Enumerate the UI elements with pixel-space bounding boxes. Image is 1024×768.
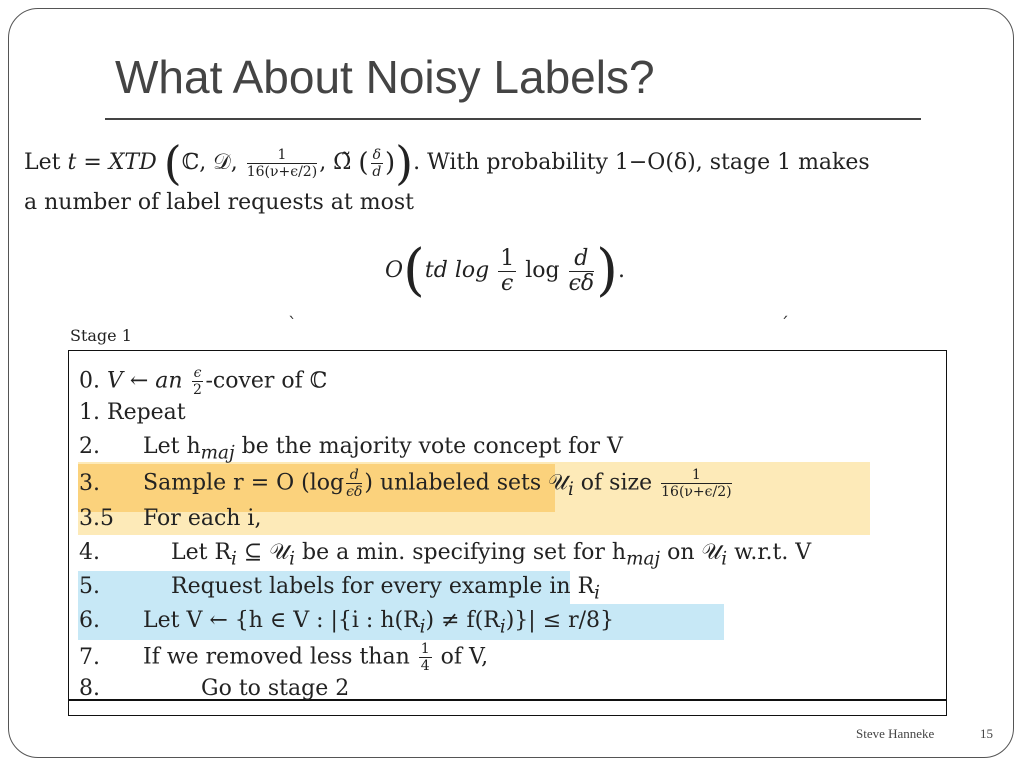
- open-paren: (: [163, 136, 182, 190]
- algo-line-7: 7. If we removed less than $\frac{1}{4}$ of V,: [79, 641, 489, 674]
- decorative-tick-right: ˊ: [780, 314, 789, 335]
- algo-line-3: 3. Sample r = O (log $\frac{d}{\epsilon\delta}$ ) unlabeled sets 𝒰$_i$ of size $\frac{1}{16(\nu+\epsilon/2)}$: [79, 467, 732, 500]
- theorem-line-1: Let t = XTD (ℂ, 𝒟, $\frac{1}{16(\nu+\epsilon/2)}$ , Ω̃ ( $\frac{\delta}{d}$ )). With probability 1−O(δ), stage 1 makes: [24, 136, 870, 190]
- algo-line-5: 5. Request labels for every example in $R_i$: [79, 574, 601, 604]
- theorem-args: ℂ, 𝒟,: [181, 150, 238, 175]
- algo-line-2: 2. Let $h_{maj}$ be the majority vote concept for V: [79, 434, 623, 464]
- theorem-omega: , Ω̃: [319, 150, 352, 175]
- bound-formula: O(td log $\frac{1}{\epsilon}$ log $\frac{d}{\epsilon\delta}$ ).: [385, 238, 625, 303]
- algo-line-1: 1. Repeat: [79, 400, 186, 425]
- algo-line-8: 8. Go to stage 2: [79, 676, 350, 701]
- close-paren: ): [395, 136, 414, 190]
- stage-label: Stage 1: [70, 326, 132, 345]
- bound-log: log: [525, 258, 560, 283]
- theorem-line-2: a number of label requests at most: [24, 190, 414, 215]
- bound-frac-2: $\frac{d}{\epsilon\delta}$: [568, 245, 595, 296]
- theorem-t-xtd: t = XTD: [67, 150, 157, 175]
- decorative-tick-left: ˋ: [288, 314, 297, 335]
- algo-line-0: 0. V ← an $\frac{\epsilon}{2}$ -cover of ℂ: [79, 365, 328, 398]
- slide-title: What About Noisy Labels?: [115, 51, 655, 103]
- bound-td-log: td log: [424, 258, 490, 283]
- theorem-let: Let: [24, 150, 61, 175]
- bound-frac-1: $\frac{1}{\epsilon}$: [500, 245, 515, 296]
- title-underline: [105, 118, 921, 120]
- theorem-frac-2: $\frac{\delta}{d}$: [372, 146, 382, 180]
- footer-page-number: 15: [980, 726, 993, 741]
- footer-author: Steve Hanneke: [856, 726, 935, 741]
- bound-O: O: [385, 258, 404, 283]
- algo-line-3-5: 3.5 For each i,: [79, 506, 262, 531]
- algo-line-4: 4. Let $R_i$ ⊆ 𝒰$_i$ be a min. specifying set for $h_{maj}$ on 𝒰$_i$ w.r.t. V: [79, 540, 812, 570]
- theorem-after: . With probability 1−O(δ), stage 1 makes: [413, 150, 870, 175]
- theorem-frac-1: $\frac{1}{16(\nu+\epsilon/2)}$: [246, 146, 318, 180]
- algo-line-6: 6. Let V ← {h ∈ V : |{i : $h(R_i) \ne f(R_i)\}| \le r/8$}: [79, 608, 615, 638]
